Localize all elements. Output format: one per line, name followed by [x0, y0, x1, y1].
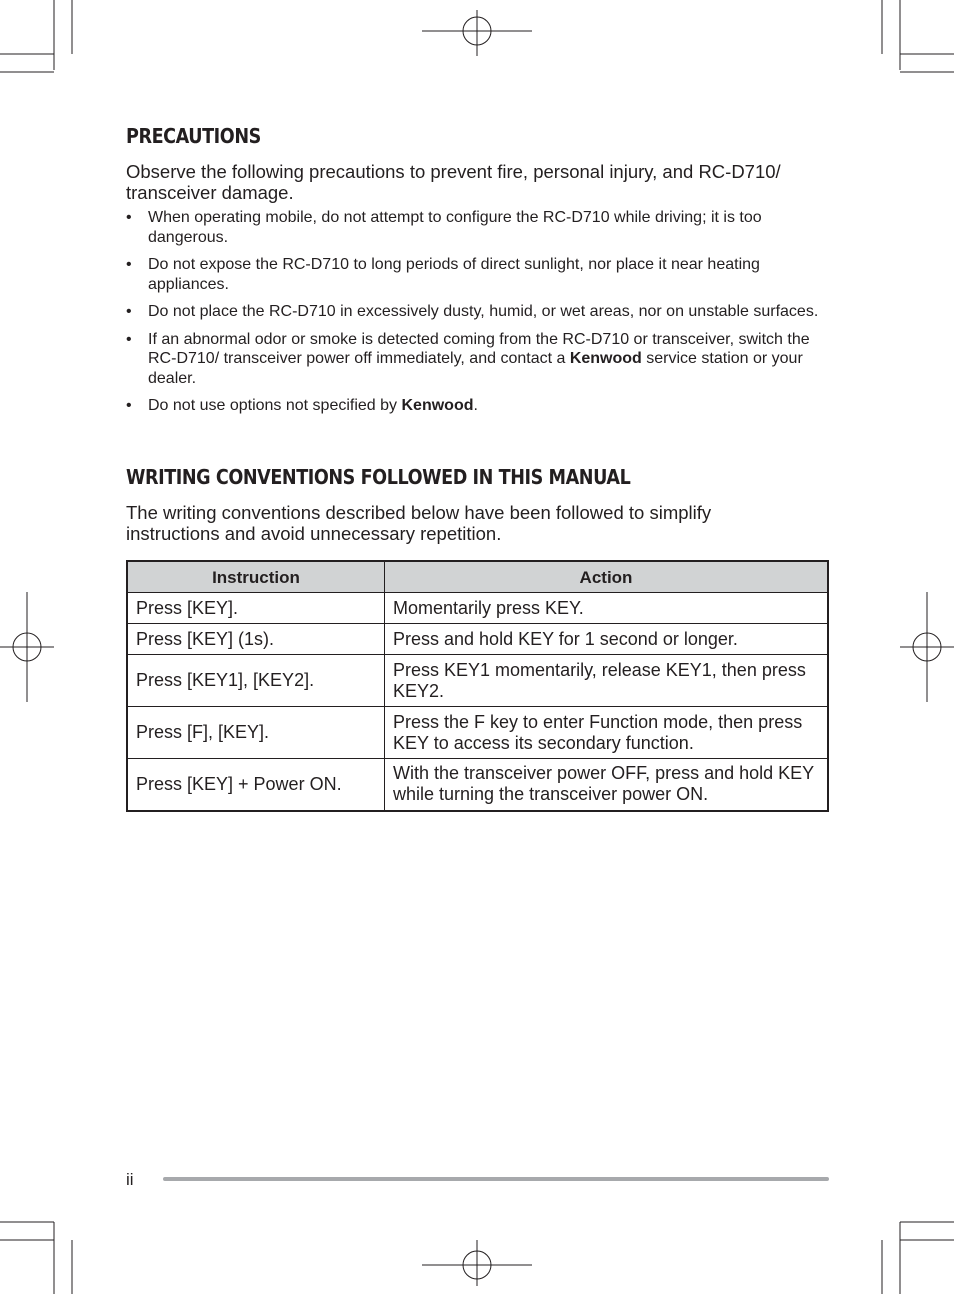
list-item: [126, 302, 826, 322]
conventions-heading: WRITING CONVENTIONS FOLLOWED IN THIS MANUAL: [126, 465, 631, 489]
brand-name: Kenwood: [569, 350, 642, 367]
list-item-text: If an abnormal odor or smoke is detected coming from the RC-D710 or transceiver, switch the RC-D710/ transceiver power off immediately, and contact a: [148, 330, 810, 367]
action-cell: Press KEY1 momentarily, release KEY1, then press KEY2.: [385, 655, 829, 707]
precautions-intro-line1: Observe the following precautions to prevent fire, personal injury, and RC-D710/: [126, 161, 781, 182]
list-item: [126, 330, 826, 389]
action-cell: Press and hold KEY for 1 second or longer.: [385, 624, 829, 655]
instruction-cell: Press [F], [KEY].: [127, 707, 385, 759]
bullet-icon: •: [126, 256, 132, 273]
conventions-intro: [126, 502, 826, 544]
action-cell: Momentarily press KEY.: [385, 593, 829, 624]
table-row: [127, 655, 828, 707]
list-item-text: Do not place the RC-D710 in excessively dusty, humid, or wet areas, nor on unstable surfaces.: [148, 303, 819, 320]
bullet-icon: •: [126, 397, 132, 414]
registration-target-bottom: [422, 1240, 532, 1286]
list-item: [126, 396, 826, 416]
bullet-icon: •: [126, 330, 132, 348]
list-item-text: When operating mobile, do not attempt to configure the RC-D710 while driving; it is too dangerous.: [148, 209, 762, 246]
registration-target-right: [900, 592, 954, 702]
list-item-text: Do not expose the RC-D710 to long periods of direct sunlight, nor place it near heating appliances.: [148, 256, 760, 293]
page-number: ii: [126, 1170, 134, 1189]
list-item: [126, 255, 826, 294]
table-header-row: [127, 561, 828, 593]
column-header-instruction: Instruction: [127, 561, 385, 593]
table-row: [127, 707, 828, 759]
bullet-icon: •: [126, 303, 132, 320]
list-item-text-end: .: [473, 397, 478, 414]
conventions-intro-line1: The writing conventions described below have been followed to simplify: [126, 502, 712, 523]
brand-name: Kenwood: [401, 397, 474, 414]
precautions-list: [126, 208, 826, 424]
precautions-intro-line2: transceiver damage.: [126, 182, 294, 203]
conventions-intro-line2: instructions and avoid unnecessary repetition.: [126, 523, 502, 544]
footer-rule: [163, 1177, 829, 1181]
bullet-icon: •: [126, 209, 132, 226]
instruction-cell: Press [KEY1], [KEY2].: [127, 655, 385, 707]
precautions-intro: [126, 161, 826, 203]
table-row: [127, 593, 828, 624]
conventions-table: [126, 560, 829, 812]
action-cell: Press the F key to enter Function mode, then press KEY to access its secondary function.: [385, 707, 829, 759]
instruction-cell: Press [KEY] + Power ON.: [127, 759, 385, 811]
table-row: [127, 624, 828, 655]
column-header-action: Action: [385, 561, 829, 593]
list-item-text-end: service station or your dealer.: [148, 350, 803, 387]
action-cell: With the transceiver power OFF, press and hold KEY while turning the transceiver power ON.: [385, 759, 829, 811]
list-item: [126, 208, 826, 247]
registration-target-top: [422, 10, 532, 56]
instruction-cell: Press [KEY].: [127, 593, 385, 624]
registration-target-left: [0, 592, 54, 702]
table-row: [127, 759, 828, 811]
list-item-text: Do not use options not specified by: [148, 397, 402, 414]
instruction-cell: Press [KEY] (1s).: [127, 624, 385, 655]
precautions-heading: PRECAUTIONS: [126, 124, 261, 148]
